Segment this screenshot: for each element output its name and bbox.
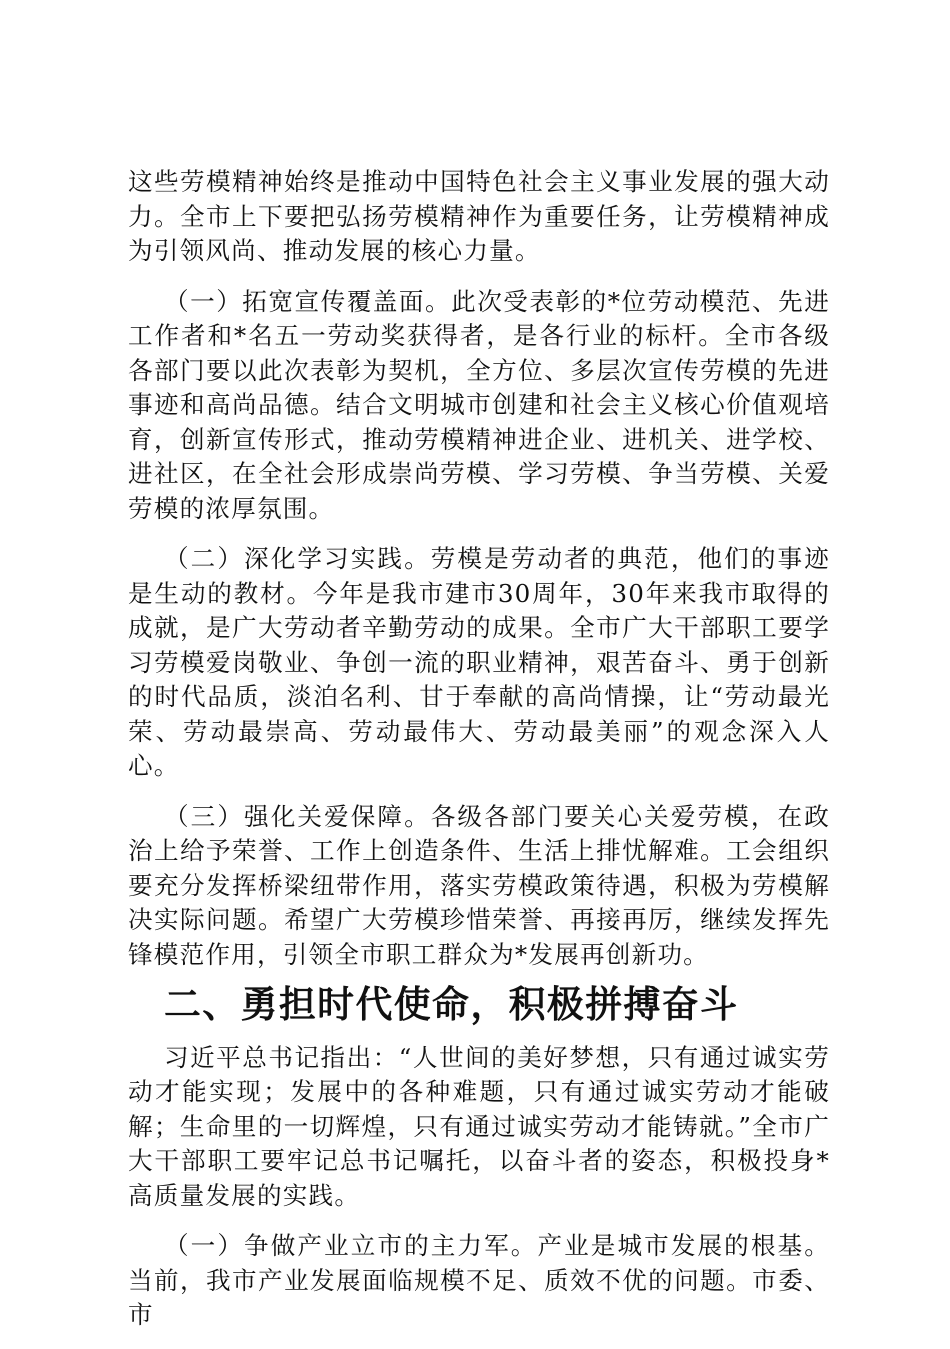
paragraph-care-guarantee: （三）强化关爱保障。各级各部门要关心关爱劳模，在政治上给予荣誉、工作上创造条件、生活上排忧解难。工会组织要充分发挥桥梁纽带作用，落实劳模政策待遇，积极为劳模解决实际问题。希望广大劳模珍惜荣誉、再接再厉，继续发挥先锋模范作用，引领全市职工群众为*发展再创新功。 (128, 801, 830, 969)
paragraph-quote: 习近平总书记指出：“人世间的美好梦想，只有通过诚实劳动才能实现；发展中的各种难题，只有通过诚实劳动才能破解；生命里的一切辉煌，只有通过诚实劳动才能铸就。”全市广大干部职工要牢记总书记嘱托，以奋斗者的姿态，积极投身*高质量发展的实践。 (128, 1042, 830, 1210)
paragraph-industry: （一）争做产业立市的主力军。产业是城市发展的根基。当前，我市产业发展面临规模不足、质效不优的问题。市委、市 (128, 1231, 830, 1329)
document-page (128, 165, 830, 1349)
paragraph-learning-practice: （二）深化学习实践。劳模是劳动者的典范，他们的事迹是生动的教材。今年是我市建市30周年，30年来我市取得的成就，是广大劳动者辛勤劳动的成果。全市广大干部职工要学习劳模爱岗敬业、争创一流的职业精神，艰苦奋斗、勇于创新的时代品质，淡泊名利、甘于奉献的高尚情操，让“劳动最光荣、劳动最崇高、劳动最伟大、劳动最美丽”的观念深入人心。 (128, 544, 830, 780)
paragraph-publicity: （一）拓宽宣传覆盖面。此次受表彰的*位劳动模范、先进工作者和*名五一劳动奖获得者，是各行业的标杆。全市各级各部门要以此次表彰为契机，全方位、多层次宣传劳模的先进事迹和高尚品德。结合文明城市创建和社会主义核心价值观培育，创新宣传形式，推动劳模精神进企业、进机关、进学校、进社区，在全社会形成崇尚劳模、学习劳模、争当劳模、关爱劳模的浓厚氛围。 (128, 286, 830, 523)
section-heading: 二、勇担时代使命，积极拼搏奋斗 (164, 983, 739, 1026)
paragraph-continuation: 这些劳模精神始终是推动中国特色社会主义事业发展的强大动力。全市上下要把弘扬劳模精神作为重要任务，让劳模精神成为引领风尚、推动发展的核心力量。 (128, 167, 830, 265)
